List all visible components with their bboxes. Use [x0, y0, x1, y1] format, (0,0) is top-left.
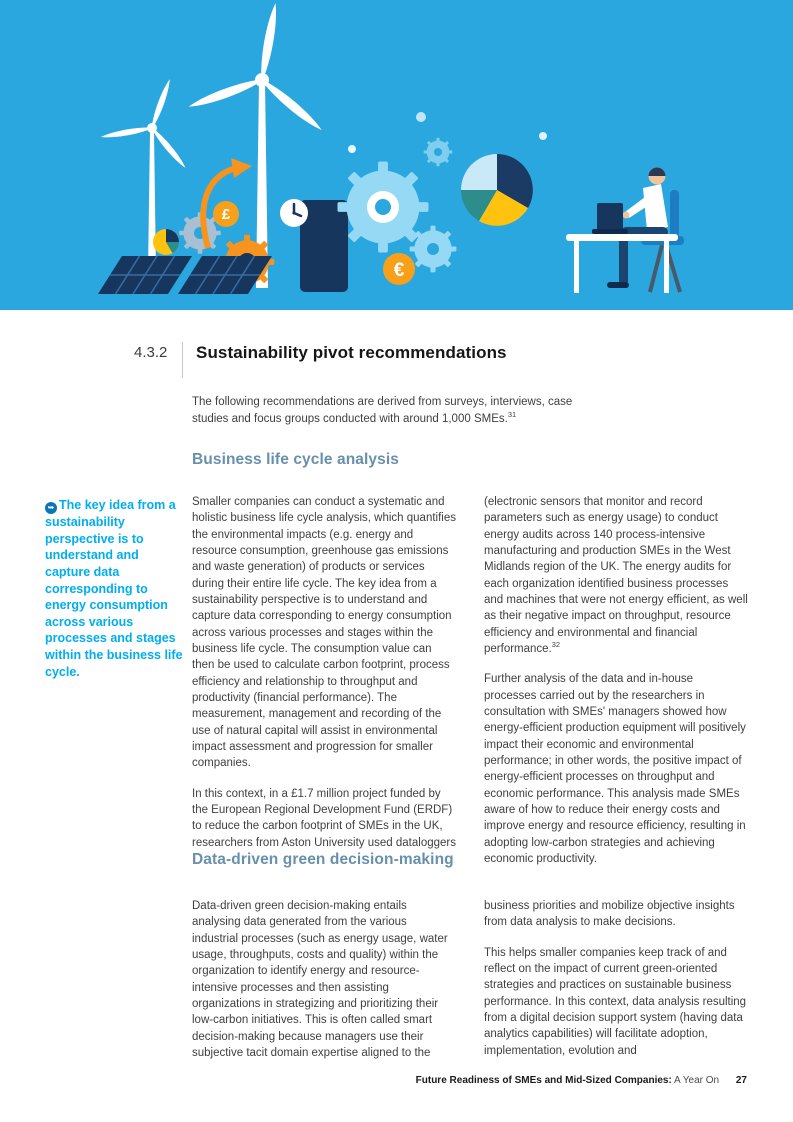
- paragraph: Further analysis of the data and in-house processes carried out by the researchers in consultation with SMEs' managers showed how energy-efficient production equipment will positively impact their economic and environmental performance; in other words, the positive impact of energy-efficient processes on throughput and economic performance. This analysis made SMEs aware of how to reduce their energy costs and improve energy and resource efficiency, resulting in adopting low-carbon strategies and achieving economic productivity.: [484, 673, 746, 865]
- footnote-ref-31: 31: [507, 409, 517, 419]
- footer-report-subtitle: A Year On: [674, 1075, 720, 1086]
- paragraph-text: (electronic sensors that monitor and record parameters such as energy usage) to conduct energy audits across 140 process-intensive manufacturing and production SMEs in the West Midlands region of the UK. The energy audits for each organization identified business processes and machines that were not energy efficient, as well as their negative impact on throughput, resource efficiency and environmental and financial performance.: [484, 496, 748, 655]
- intro-text-body: The following recommendations are derived from surveys, interviews, case studies and focus groups conducted with around 1,000 SMEs.: [192, 396, 573, 425]
- pound-symbol: £: [221, 206, 231, 223]
- pound-coin-icon: [213, 201, 239, 227]
- page-number: 27: [735, 1075, 747, 1086]
- pull-quote: [45, 497, 183, 680]
- circular-arrow-icon: ➥: [45, 502, 57, 514]
- intro-text: [192, 394, 584, 427]
- page-footer: [416, 1075, 747, 1086]
- footer-report-title: Future Readiness of SMEs and Mid-Sized Companies:: [415, 1075, 672, 1086]
- section2-columns: [192, 898, 748, 1075]
- paragraph: [484, 494, 748, 657]
- header-illustration: [0, 0, 793, 310]
- footnote-ref-32: 32: [551, 640, 561, 650]
- paragraph: business priorities and mobilize objective insights from data analysis to make decisions.: [484, 900, 735, 929]
- paragraph: Smaller companies can conduct a systematic and holistic business life cycle analysis, which quantifies the environmental impacts (e.g. energy and resource consumption, greenhouse gas emissions and waste generation) of products or services during their entire life cycle. The key idea from a sustainability perspective is to understand and capture data corresponding to energy consumption across various processes and stages within the business life cycle. The consumption value can then be used to calculate carbon footprint, process efficiency and relationship to throughput and productivity (financial performance). The measurement, management and recording of the use of natural capital will assist in environmental impact assessment and progression for smaller companies.: [192, 496, 456, 770]
- paragraph: Data-driven green decision-making entails analysing data generated from the various industrial processes (such as energy usage, water usage, throughputs, costs and quality) within the organization to identify energy and resource-intensive processes and then assisting organizations in strategizing and prioritizing their low-carbon initiatives. This is often called smart decision-making because managers use their subjective tacit domain expertise aligned to the: [192, 900, 448, 1059]
- section2-column-1: [192, 898, 456, 1075]
- sustainability-illustration: [0, 0, 793, 310]
- section1-column-1: [192, 494, 456, 881]
- section1-columns: [192, 494, 748, 881]
- heading-divider: [182, 342, 183, 378]
- large-pie-chart-icon: [461, 154, 533, 226]
- euro-symbol: €: [393, 260, 405, 281]
- subheading-data-driven: Data-driven green decision-making: [192, 851, 454, 868]
- section2-column-2: [484, 898, 748, 1075]
- pull-quote-text: The key idea from a sustainability perspective is to understand and capture data corresponding to energy consumption across various processes and stages within the business life cycle.: [45, 498, 183, 679]
- section-heading-row: [134, 342, 507, 378]
- paragraph: This helps smaller companies keep track of and reflect on the impact of current green-oriented strategies and practices on sustainable business performance. In this context, data analysis resulting from a digital decision support system (having data analytics capabilities) will facilitate adoption, implementation, evolution and: [484, 946, 747, 1057]
- paragraph: In this context, in a £1.7 million project funded by the European Regional Development Fund (ERDF) to reduce the carbon footprint of SMEs in the UK, researchers from Aston University used dataloggers: [192, 787, 456, 849]
- section-number: 4.3.2: [134, 344, 168, 361]
- section1-column-2: [484, 494, 748, 881]
- clock-icon: [280, 199, 308, 227]
- subheading-business-life-cycle: Business life cycle analysis: [192, 451, 400, 468]
- small-pie-chart-icon: [153, 229, 179, 255]
- page-title: Sustainability pivot recommendations: [196, 343, 507, 362]
- euro-coin-icon: [383, 253, 415, 285]
